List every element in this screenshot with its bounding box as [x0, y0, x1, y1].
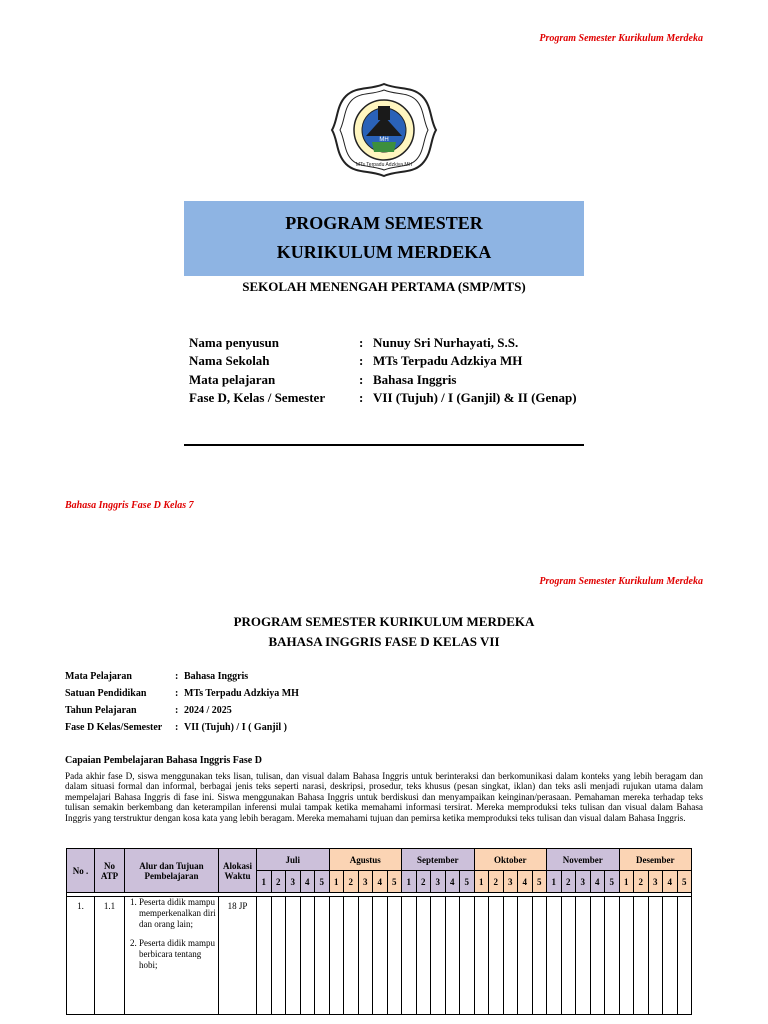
week-number: 1	[619, 871, 634, 893]
info-label: Nama penyusun	[189, 335, 279, 350]
title-line2: KURIKULUM MERDEKA	[276, 242, 492, 262]
subject-info	[65, 671, 299, 739]
atp-item: 1. Peserta didik mampu memperkenalkan diri dan orang lain;	[139, 897, 218, 930]
header-alokasi-waktu: Alokasi Waktu	[219, 849, 257, 893]
week-number: 3	[648, 871, 663, 893]
week-number: 2	[344, 871, 359, 893]
week-number: 3	[576, 871, 591, 893]
week-number: 2	[271, 871, 286, 893]
info-value: VII (Tujuh) / I ( Ganjil )	[184, 722, 287, 733]
info-value: 2024 / 2025	[184, 705, 232, 716]
document-title-line2: BAHASA INGGRIS FASE D KELAS VII	[268, 634, 500, 649]
identity-info	[189, 335, 577, 409]
info-label: Satuan Pendidikan	[65, 688, 147, 699]
table-row	[67, 897, 692, 1015]
school-level-subtitle: SEKOLAH MENENGAH PERTAMA (SMP/MTS)	[242, 279, 526, 294]
info-value: VII (Tujuh) / I (Ganjil) & II (Genap)	[373, 390, 577, 406]
week-number: 2	[489, 871, 504, 893]
week-number: 1	[257, 871, 272, 893]
title-banner	[184, 201, 584, 276]
school-logo	[326, 80, 442, 180]
logo-text: MH	[379, 137, 389, 143]
week-number: 5	[460, 871, 475, 893]
week-number: 4	[663, 871, 678, 893]
cp-heading: Capaian Pembelajaran Bahasa Inggris Fase D	[65, 755, 262, 766]
info-row: Tahun Pelajaran : 2024 / 2025	[65, 705, 299, 722]
week-number: 2	[416, 871, 431, 893]
header-note: Program Semester Kurikulum Merdeka	[539, 576, 703, 587]
info-row: Fase D, Kelas / Semester : VII (Tujuh) / I (Ganjil) & II (Genap)	[189, 390, 577, 408]
header-alur-tujuan: Alur dan Tujuan Pembelajaran	[125, 849, 219, 893]
week-number: 4	[445, 871, 460, 893]
week-number: 1	[547, 871, 562, 893]
week-number: 5	[605, 871, 620, 893]
week-number: 1	[402, 871, 417, 893]
week-number: 3	[503, 871, 518, 893]
info-row: Fase D Kelas/Semester : VII (Tujuh) / I ( Ganjil )	[65, 722, 299, 739]
week-number: 5	[387, 871, 402, 893]
month-september: September	[402, 849, 475, 871]
atp-item: 2. Peserta didik mampu berbicara tentang hobi;	[139, 938, 218, 971]
info-label: Nama Sekolah	[189, 353, 270, 369]
week-number: 4	[373, 871, 388, 893]
info-value: MTs Terpadu Adzkiya MH	[373, 353, 523, 369]
semester-program-table	[66, 848, 692, 1015]
header-no-atp: No ATP	[95, 849, 125, 893]
title-line1: PROGRAM SEMESTER	[285, 213, 483, 233]
row-alokasi: 18 JP	[219, 897, 257, 1015]
cp-paragraph: Pada akhir fase D, siswa menggunakan teks lisan, tulisan, dan visual dalam Bahasa Inggris untuk berinteraksi dan berkomunikasi dalam konteks yang lebih beragam dan dalam situasi formal dan informal, berbagai jenis teks seperti narasi, deskripsi, prosedur, teks khusus (pesan singkat, iklan) dan teks asli menjadi rujukan utama dalam mempelajari Bahasa Inggris di fase ini. Siswa menggunakan Bahasa Inggris untuk berdiskusi dan menyampaikan keinginan/perasaan. Pemahaman mereka terhadap teks tulisan semakin berkembang dan keterampilan inferensi mulai tampak ketika memahami informasi tersirat. Mereka memproduksi teks tulisan dan visual dalam Bahasa Inggris yang terstruktur dengan kosa kata yang lebih beragam. Mereka memahami tujuan dan pemirsa ketika memproduksi teks tulisan dan visual dalam Bahasa Inggris.	[65, 771, 703, 823]
row-alur-tujuan	[125, 897, 219, 1015]
month-agustus: Agustus	[329, 849, 402, 871]
document-title-line1: PROGRAM SEMESTER KURIKULUM MERDEKA	[233, 614, 535, 629]
info-label: Tahun Pelajaran	[65, 705, 137, 716]
week-number: 1	[474, 871, 489, 893]
info-row: Nama penyusun : Nunuy Sri Nurhayati, S.S.	[189, 335, 577, 353]
info-row: Mata pelajaran : Bahasa Inggris	[189, 372, 577, 390]
week-number: 2	[634, 871, 649, 893]
month-desember: Desember	[619, 849, 692, 871]
row-no-atp: 1.1	[95, 897, 125, 1015]
footer-note: Bahasa Inggris Fase D Kelas 7	[65, 500, 194, 511]
week-number: 5	[315, 871, 330, 893]
week-number: 3	[286, 871, 301, 893]
info-value: Nunuy Sri Nurhayati, S.S.	[373, 335, 519, 350]
month-oktober: Oktober	[474, 849, 547, 871]
info-label: Fase D, Kelas / Semester	[189, 390, 326, 406]
row-no: 1.	[67, 897, 95, 1015]
week-number: 4	[518, 871, 533, 893]
week-number: 5	[532, 871, 547, 893]
week-number: 5	[677, 871, 692, 893]
week-number: 2	[561, 871, 576, 893]
week-number: 1	[329, 871, 344, 893]
info-value: Bahasa Inggris	[373, 371, 457, 387]
info-label: Mata Pelajaran	[65, 671, 132, 682]
info-row: Mata Pelajaran : Bahasa Inggris	[65, 671, 299, 688]
week-number: 4	[300, 871, 315, 893]
header-note: Program Semester Kurikulum Merdeka	[539, 33, 703, 44]
week-number: 3	[431, 871, 446, 893]
week-number: 4	[590, 871, 605, 893]
logo-ring-text: MTs Terpadu Adzkiya MH	[355, 162, 413, 168]
info-label: Mata pelajaran	[189, 371, 276, 387]
info-value: MTs Terpadu Adzkiya MH	[184, 688, 299, 699]
month-juli: Juli	[257, 849, 330, 871]
info-value: Bahasa Inggris	[184, 671, 249, 682]
header-no: No .	[67, 849, 95, 893]
divider-line	[184, 444, 584, 446]
info-label: Fase D Kelas/Semester	[65, 722, 163, 733]
info-row: Nama Sekolah : MTs Terpadu Adzkiya MH	[189, 353, 577, 371]
week-number: 3	[358, 871, 373, 893]
month-november: November	[547, 849, 620, 871]
info-row: Satuan Pendidikan : MTs Terpadu Adzkiya MH	[65, 688, 299, 705]
